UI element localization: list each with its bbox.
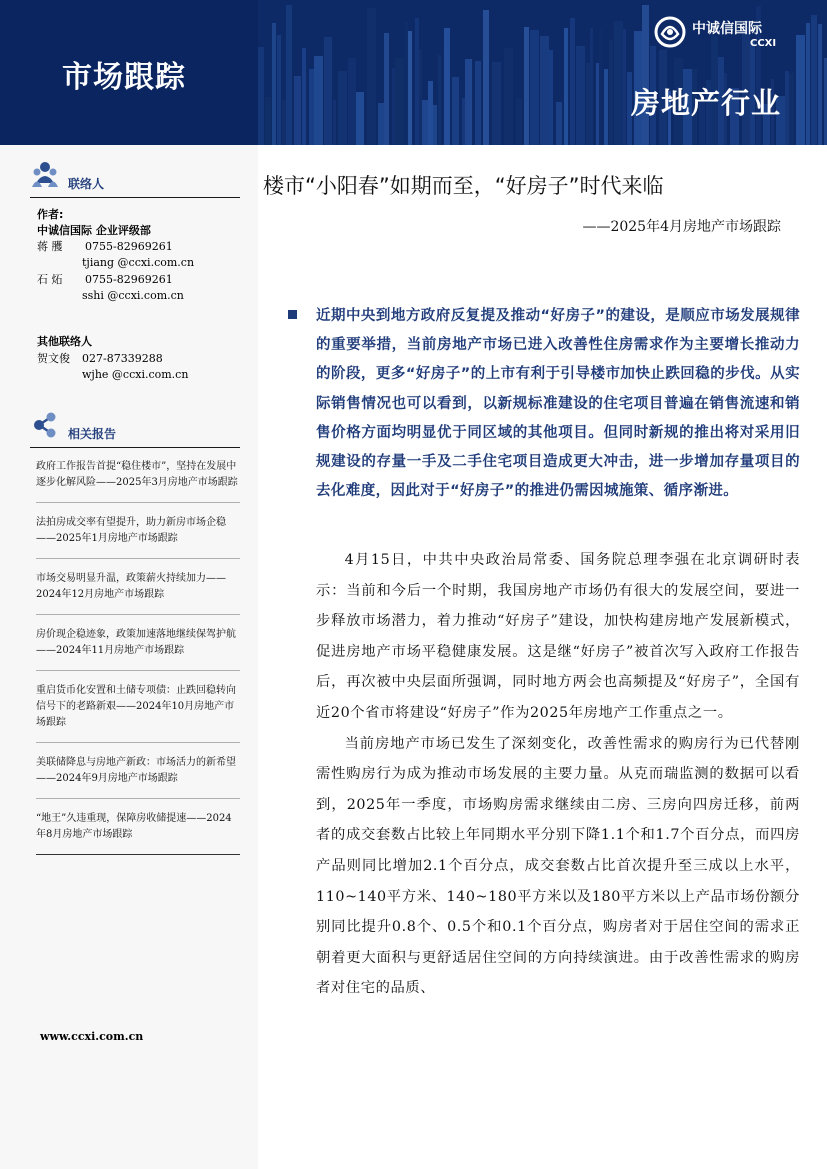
banner-bar — [348, 58, 356, 145]
logo-text-en: CCXI — [750, 38, 777, 49]
banner-bar — [367, 8, 376, 145]
author-label: 作者: — [37, 208, 64, 221]
banner-bar — [395, 58, 404, 145]
section-title: 市场跟踪 — [62, 60, 186, 95]
banner-bar — [570, 18, 575, 145]
website-link[interactable]: www.ccxi.com.cn — [40, 1030, 144, 1043]
banner-bar — [796, 35, 805, 145]
banner-bar — [419, 49, 422, 145]
banner-bar — [590, 28, 593, 145]
related-report-item[interactable]: 房价现企稳迹象，政策加速落地继续保驾护航——2024年11月房地产市场跟踪 — [36, 625, 240, 671]
banner-bar — [530, 30, 539, 145]
body-paragraph: 当前房地产市场已发生了深刻变化，改善性需求的购房行为已代替刚需性购房行为成为推动市场发展的主要力量。从克而瑞监测的数据可以看到，2025年一季度，市场购房需求继续由二房、三房向四房迁移，前两者的成交套数占比较上年同期水平分别下降1.1个和1.7个百分点，而四房产品则同比增加2.1个百分点，成交套数占比首次提升至三成以上水平，110~140平方米、140~180平方米以及180平方米以上产品市场份额分别同比提升0.8个、0.5个和0.1个百分点，购房者对于居住空间的需求正朝着更大面积与更舒适居住空间的方向持续演进。由于改善性需求的购房者对住宅的品质、 — [316, 735, 800, 997]
banner-bar — [462, 98, 465, 145]
banner-bar — [277, 35, 281, 145]
related-report-item[interactable]: 政府工作报告首提“稳住楼市”，坚持在发展中逐步化解风险——2025年3月房地产市场跟踪 — [36, 457, 240, 503]
author2-name: 石 炻 — [37, 273, 63, 286]
banner-bar — [302, 48, 306, 145]
contacts-label: 联络人 — [68, 177, 105, 191]
banner-bar — [811, 15, 817, 145]
banner-bar — [338, 71, 347, 145]
banner-bar — [586, 63, 590, 145]
banner-bar — [384, 33, 389, 145]
banner-bar — [785, 71, 789, 145]
banner-bar — [272, 23, 276, 145]
banner-bar — [818, 24, 822, 145]
body-paragraph: 4月15日，中共中央政治局常委、国务院总理李强在北京调研时表示：当前和今后一个时期，我国房地产市场仍有很大的发展空间，要进一步释放市场潜力，着力推动“好房子”建设，加快构建房地产发展新模式，促进房地产市场平稳健康发展。这是继“好房子”被首次写入政府工作报告后，再次被中央层面所强调，同时地方两会也高频提及“好房子”，全国有近20个省市将建设“好房子”作为2025年房地产工作重点之一。 — [316, 552, 800, 721]
author1-email[interactable]: tjiang @ccxi.com.cn — [82, 256, 195, 269]
contacts-icon — [32, 161, 58, 189]
banner-bar — [258, 47, 264, 145]
other1-email[interactable]: wjhe @ccxi.com.cn — [82, 368, 189, 381]
banner-bar — [405, 22, 408, 145]
banner-bar — [475, 61, 481, 145]
other1-phone: 027-87339288 — [82, 352, 163, 365]
banner-bar — [378, 103, 384, 145]
ccxi-logo-icon — [652, 14, 688, 50]
document-subtitle: ——2025年4月房地产市场跟踪 — [582, 219, 781, 235]
author2-email[interactable]: sshi @ccxi.com.cn — [82, 289, 184, 302]
banner-bar — [444, 28, 450, 145]
related-reports-list — [36, 457, 240, 865]
banner-bar — [609, 40, 613, 145]
other1-name: 贺文俊 — [37, 352, 70, 365]
other-contacts-label: 其他联络人 — [37, 335, 92, 348]
contacts-header — [30, 157, 240, 198]
banner-bar — [596, 63, 599, 145]
banner-bar — [504, 48, 513, 145]
banner-bar — [452, 77, 459, 145]
banner-bar — [549, 50, 553, 145]
banner-bar — [314, 56, 323, 145]
logo-text-cn: 中诚信国际 — [692, 21, 762, 37]
banner-bar — [540, 36, 549, 145]
banner-bar — [408, 31, 412, 145]
banner-bar — [604, 69, 608, 145]
industry-label: 房地产行业 — [630, 86, 781, 120]
banner-bar — [599, 29, 602, 145]
share-network-icon — [32, 411, 58, 439]
author2-phone: 0755-82969261 — [85, 273, 173, 286]
banner-bar — [806, 23, 810, 145]
banner-bar — [282, 100, 286, 145]
banner-bar — [492, 62, 501, 145]
sidebar — [0, 145, 258, 1169]
author1-row — [37, 239, 173, 256]
banner-bar — [324, 37, 332, 145]
banner-bar — [422, 100, 428, 145]
banner-bar — [333, 100, 336, 145]
other1-row — [37, 351, 163, 368]
author-org: 中诚信国际 企业评级部 — [37, 224, 151, 237]
banner-bar — [438, 55, 441, 145]
banner-bar — [642, 5, 649, 145]
banner-bar — [483, 10, 489, 145]
banner-bar — [428, 81, 433, 145]
ccxi-logo — [652, 14, 782, 54]
banner-bar — [433, 105, 437, 145]
banner-bar — [564, 28, 568, 145]
summary-text: 近期中央到地方政府反复提及推动“好房子”的建设，是顺应市场发展规律的重要举措，当前房地产市场已进入改善性住房需求作为主要增长推动力的阶段，更多“好房子”的上市有利于引导楼市加快止跌回稳的步伐。从实际销售情况也可以看到，以新规标准建设的住宅项目普遍在销售流速和销售价格方面均明显优于同区域的其他项目。但同时新规的推出将对采用旧规建设的存量一手及二手住宅项目造成更大冲击，进一步增加存量项目的去化难度，因此对于“好房子”的推进仍需因城施策、循序渐进。 — [316, 308, 800, 500]
banner-bar — [392, 68, 395, 145]
banner-bar — [356, 92, 364, 145]
banner-bar — [789, 73, 794, 145]
banner-bar — [465, 59, 472, 145]
related-report-item[interactable]: “地王”久违重现，保障房收储提速——2024年8月房地产市场跟踪 — [36, 809, 240, 855]
banner-bar — [286, 5, 292, 145]
summary-bullet-icon — [288, 310, 297, 319]
banner-bar — [556, 102, 562, 145]
banner-bar — [524, 27, 529, 145]
author1-phone: 0755-82969261 — [85, 240, 173, 253]
body-text — [316, 545, 800, 1004]
banner-bar — [623, 29, 626, 145]
related-report-item[interactable]: 市场交易明显升温，政策薪火持续加力——2024年12月房地产市场跟踪 — [36, 569, 240, 615]
related-report-item[interactable]: 美联储降息与房地产新政：市场活力的新希望——2024年9月房地产市场跟踪 — [36, 753, 240, 799]
banner-bar — [265, 97, 271, 145]
banner-bar — [415, 18, 419, 145]
author1-name: 蒋 雘 — [37, 240, 63, 253]
related-report-item[interactable]: 法拍房成交率有望提升，助力新房市场企稳——2025年1月房地产市场跟踪 — [36, 513, 240, 559]
related-header — [30, 407, 240, 448]
banner-bar — [294, 76, 301, 145]
header-banner — [0, 0, 827, 145]
document-title: 楼市“小阳春”如期而至，“好房子”时代来临 — [263, 174, 664, 198]
author2-row — [37, 272, 173, 289]
related-report-item[interactable]: 重启货币化安置和土储专项债：止跌回稳转向信号下的老路新艰——2024年10月房地产市场跟踪 — [36, 681, 240, 743]
related-label: 相关报告 — [68, 427, 117, 441]
banner-bar — [614, 21, 623, 145]
summary-block — [288, 302, 800, 506]
banner-bar — [309, 69, 314, 145]
banner-bar — [516, 98, 522, 145]
banner-bar — [576, 46, 585, 145]
